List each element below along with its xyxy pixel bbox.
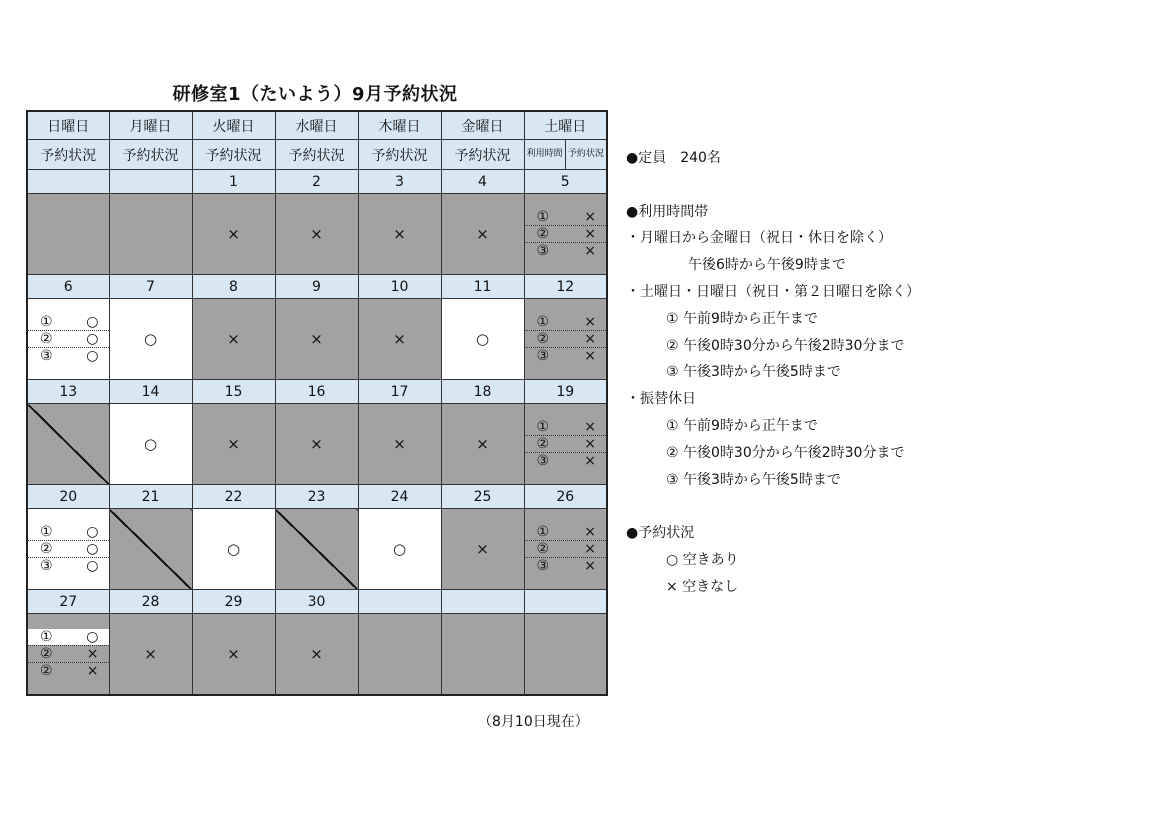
- status-row: [27, 614, 607, 695]
- full-mark: ×: [144, 644, 157, 663]
- available-mark: ○: [86, 524, 99, 540]
- date-cell: 20: [27, 485, 109, 509]
- slot-label: ③: [536, 558, 550, 574]
- date-row: [27, 170, 607, 194]
- full-mark: ×: [584, 348, 596, 364]
- info-panel: [626, 145, 920, 601]
- status-row: [27, 299, 607, 380]
- time-slot: [28, 662, 109, 679]
- status-cell: [441, 299, 524, 380]
- full-mark: ×: [584, 524, 596, 540]
- slot-label: ②: [536, 541, 550, 557]
- full-mark: ×: [476, 225, 489, 243]
- time-slot: [28, 629, 109, 645]
- capacity-text: ●定員 240名: [626, 150, 721, 166]
- date-cell: 3: [358, 170, 441, 194]
- available-mark: ○: [475, 330, 490, 348]
- weekend-rule: ・土曜日・日曜日（祝日・第２日曜日を除く）: [626, 283, 920, 300]
- status-cell: [192, 614, 275, 695]
- status-header: 予約状況: [565, 140, 606, 169]
- time-slot: [525, 557, 607, 574]
- status-header: 予約状況: [192, 140, 275, 170]
- full-mark: ×: [584, 243, 596, 259]
- date-cell: 15: [192, 380, 275, 404]
- time-slot: [525, 347, 607, 364]
- status-cell: [109, 299, 192, 380]
- status-cell: [358, 194, 441, 275]
- full-mark: ×: [393, 330, 406, 348]
- full-mark: ×: [584, 331, 596, 347]
- status-header: 予約状況: [441, 140, 524, 170]
- full-mark: ×: [584, 558, 596, 574]
- slot-label: ③: [40, 558, 53, 574]
- slot-label: ③: [536, 453, 550, 469]
- status-cell: [192, 404, 275, 485]
- spacer: [626, 172, 920, 199]
- weekend-slot-2: ② 午後0時30分から午後2時30分まで: [666, 337, 905, 354]
- date-cell: 4: [441, 170, 524, 194]
- date-cell: 25: [441, 485, 524, 509]
- status-cell: [275, 614, 358, 695]
- date-cell: 28: [109, 590, 192, 614]
- full-mark: ×: [393, 225, 406, 243]
- date-cell: [358, 590, 441, 614]
- date-cell: 30: [275, 590, 358, 614]
- legend-full: × 空きなし: [666, 578, 739, 595]
- date-cell: 11: [441, 275, 524, 299]
- available-mark: ○: [143, 330, 158, 348]
- status-row: [27, 404, 607, 485]
- closed-day-cell: [27, 404, 109, 485]
- slot-label: ③: [536, 348, 550, 364]
- status-cell-empty: [109, 194, 192, 275]
- full-mark: ×: [584, 209, 596, 225]
- date-cell: 16: [275, 380, 358, 404]
- status-header: 予約状況: [109, 140, 192, 170]
- full-mark: ×: [227, 644, 240, 663]
- slot-label: ①: [536, 209, 550, 225]
- date-cell: 6: [27, 275, 109, 299]
- slot-label: ②: [536, 226, 550, 242]
- time-slot: [28, 314, 109, 330]
- status-header: 予約状況: [358, 140, 441, 170]
- full-mark: ×: [584, 541, 596, 557]
- closed-day-cell: [109, 509, 192, 590]
- date-cell: 9: [275, 275, 358, 299]
- full-mark: ×: [310, 435, 323, 453]
- closed-day-cell: [275, 509, 358, 590]
- status-cell: [275, 299, 358, 380]
- slot-label: ①: [536, 524, 550, 540]
- available-mark: ○: [86, 541, 99, 557]
- available-mark: ○: [86, 331, 99, 347]
- substitute-slot-2: ② 午後0時30分から午後2時30分まで: [666, 444, 905, 461]
- available-mark: ○: [86, 314, 99, 330]
- date-cell: 10: [358, 275, 441, 299]
- status-cell-empty: [358, 614, 441, 695]
- weekend-slot-1: ① 午前9時から正午まで: [666, 310, 818, 327]
- date-cell: 14: [109, 380, 192, 404]
- full-mark: ×: [310, 225, 323, 243]
- slot-label: ③: [40, 348, 53, 364]
- time-slot: [28, 645, 109, 662]
- weekday-tue: 火曜日: [192, 111, 275, 140]
- time-slot: [525, 524, 607, 540]
- date-row: [27, 590, 607, 614]
- date-cell: 12: [524, 275, 607, 299]
- date-cell: 8: [192, 275, 275, 299]
- status-header: 予約状況: [275, 140, 358, 170]
- date-cell: 29: [192, 590, 275, 614]
- available-mark: ○: [392, 540, 407, 558]
- slot-label: ②: [40, 541, 53, 557]
- full-mark: ×: [476, 540, 489, 558]
- hours-title: ●利用時間帯: [626, 203, 709, 220]
- full-mark: ×: [227, 435, 240, 453]
- date-cell: [441, 590, 524, 614]
- status-title: ●予約状況: [626, 525, 695, 542]
- date-cell: 26: [524, 485, 607, 509]
- sub-header-row: [27, 140, 607, 170]
- date-cell: 24: [358, 485, 441, 509]
- status-cell: [358, 299, 441, 380]
- status-cell: [275, 194, 358, 275]
- time-slot: [28, 524, 109, 540]
- full-mark: ×: [476, 435, 489, 453]
- status-cell-empty: [27, 194, 109, 275]
- date-cell: 5: [524, 170, 607, 194]
- slot-label: ①: [40, 628, 53, 645]
- time-slot: [525, 225, 607, 242]
- substitute-slot-1: ① 午前9時から正午まで: [666, 417, 818, 434]
- full-mark: ×: [86, 645, 99, 662]
- status-header: 予約状況: [27, 140, 109, 170]
- weekday-thu: 木曜日: [358, 111, 441, 140]
- full-mark: ×: [584, 314, 596, 330]
- time-slot: [525, 242, 607, 259]
- time-slot: [28, 347, 109, 364]
- as-of-date: （8月10日現在）: [478, 714, 589, 730]
- available-mark: ○: [86, 348, 99, 364]
- available-mark: ○: [86, 628, 99, 645]
- date-cell: [109, 170, 192, 194]
- status-cell: [192, 509, 275, 590]
- weekday-rule: ・月曜日から金曜日（祝日・休日を除く）: [626, 230, 892, 247]
- slots-cell: [524, 509, 607, 590]
- full-mark: ×: [393, 435, 406, 453]
- time-slot: [525, 314, 607, 330]
- date-cell: 21: [109, 485, 192, 509]
- date-cell: 17: [358, 380, 441, 404]
- slot-label: ②: [536, 331, 550, 347]
- full-mark: ×: [584, 436, 596, 452]
- slots-cell: [524, 404, 607, 485]
- status-cell: [441, 194, 524, 275]
- time-slot: [28, 540, 109, 557]
- weekday-wed: 水曜日: [275, 111, 358, 140]
- weekday-sat: 土曜日: [524, 111, 607, 140]
- available-mark: ○: [143, 435, 158, 453]
- reservation-calendar: [26, 110, 608, 696]
- full-mark: ×: [86, 662, 99, 679]
- slots-cell: [27, 299, 109, 380]
- full-mark: ×: [310, 644, 323, 663]
- slot-label: ②: [40, 331, 53, 347]
- slots-cell: [524, 299, 607, 380]
- slots-cell: [524, 194, 607, 275]
- slot-label: ②: [536, 436, 550, 452]
- slots-cell: [27, 509, 109, 590]
- full-mark: ×: [584, 419, 596, 435]
- status-cell-empty: [524, 614, 607, 695]
- full-mark: ×: [310, 330, 323, 348]
- legend-available: ○ 空きあり: [666, 551, 739, 568]
- full-mark: ×: [584, 453, 596, 469]
- status-cell: [192, 299, 275, 380]
- date-row: [27, 275, 607, 299]
- date-cell: 13: [27, 380, 109, 404]
- substitute-rule: ・振替休日: [626, 391, 696, 408]
- date-cell: 18: [441, 380, 524, 404]
- spacer: [626, 493, 920, 520]
- date-cell: [524, 590, 607, 614]
- available-mark: ○: [86, 558, 99, 574]
- time-slot: [525, 419, 607, 435]
- time-slot: [525, 452, 607, 469]
- date-row: [27, 485, 607, 509]
- time-slot: [525, 330, 607, 347]
- full-mark: ×: [227, 225, 240, 243]
- time-slot: [28, 557, 109, 574]
- status-cell: [441, 509, 524, 590]
- slot-label: ①: [40, 524, 53, 540]
- date-cell: 27: [27, 590, 109, 614]
- date-cell: 7: [109, 275, 192, 299]
- full-mark: ×: [227, 330, 240, 348]
- usage-time-header: 利用時間: [526, 148, 563, 159]
- date-cell: 22: [192, 485, 275, 509]
- status-cell: [109, 614, 192, 695]
- status-row: [27, 509, 607, 590]
- date-cell: [27, 170, 109, 194]
- slot-label: ③: [536, 243, 550, 259]
- weekday-mon: 月曜日: [109, 111, 192, 140]
- slots-cell: [27, 614, 109, 695]
- slot-label: ①: [536, 419, 550, 435]
- slot-label: ②: [40, 662, 53, 679]
- date-cell: 19: [524, 380, 607, 404]
- substitute-slot-3: ③ 午後3時から午後5時まで: [666, 471, 841, 488]
- time-slot: [525, 435, 607, 452]
- status-cell: [358, 404, 441, 485]
- page-title: 研修室1（たいよう）9月予約状況: [172, 84, 458, 105]
- slot-label: ①: [40, 314, 53, 330]
- status-cell: [109, 404, 192, 485]
- saturday-sub-header: [524, 140, 607, 170]
- full-mark: ×: [584, 226, 596, 242]
- weekday-header-row: [27, 111, 607, 140]
- time-slot: [28, 330, 109, 347]
- date-cell: 23: [275, 485, 358, 509]
- date-cell: 2: [275, 170, 358, 194]
- weekend-slot-3: ③ 午後3時から午後5時まで: [666, 364, 841, 381]
- status-cell: [275, 404, 358, 485]
- time-slot: [525, 209, 607, 225]
- status-cell-empty: [441, 614, 524, 695]
- status-cell: [441, 404, 524, 485]
- status-cell: [358, 509, 441, 590]
- slot-label: ①: [536, 314, 550, 330]
- status-row: [27, 194, 607, 275]
- date-cell: 1: [192, 170, 275, 194]
- status-cell: [192, 194, 275, 275]
- slot-label: ②: [40, 645, 53, 662]
- weekday-hours: 午後6時から午後9時まで: [688, 257, 846, 274]
- time-slot: [525, 540, 607, 557]
- weekday-sun: 日曜日: [27, 111, 109, 140]
- available-mark: ○: [226, 540, 241, 558]
- date-row: [27, 380, 607, 404]
- weekday-fri: 金曜日: [441, 111, 524, 140]
